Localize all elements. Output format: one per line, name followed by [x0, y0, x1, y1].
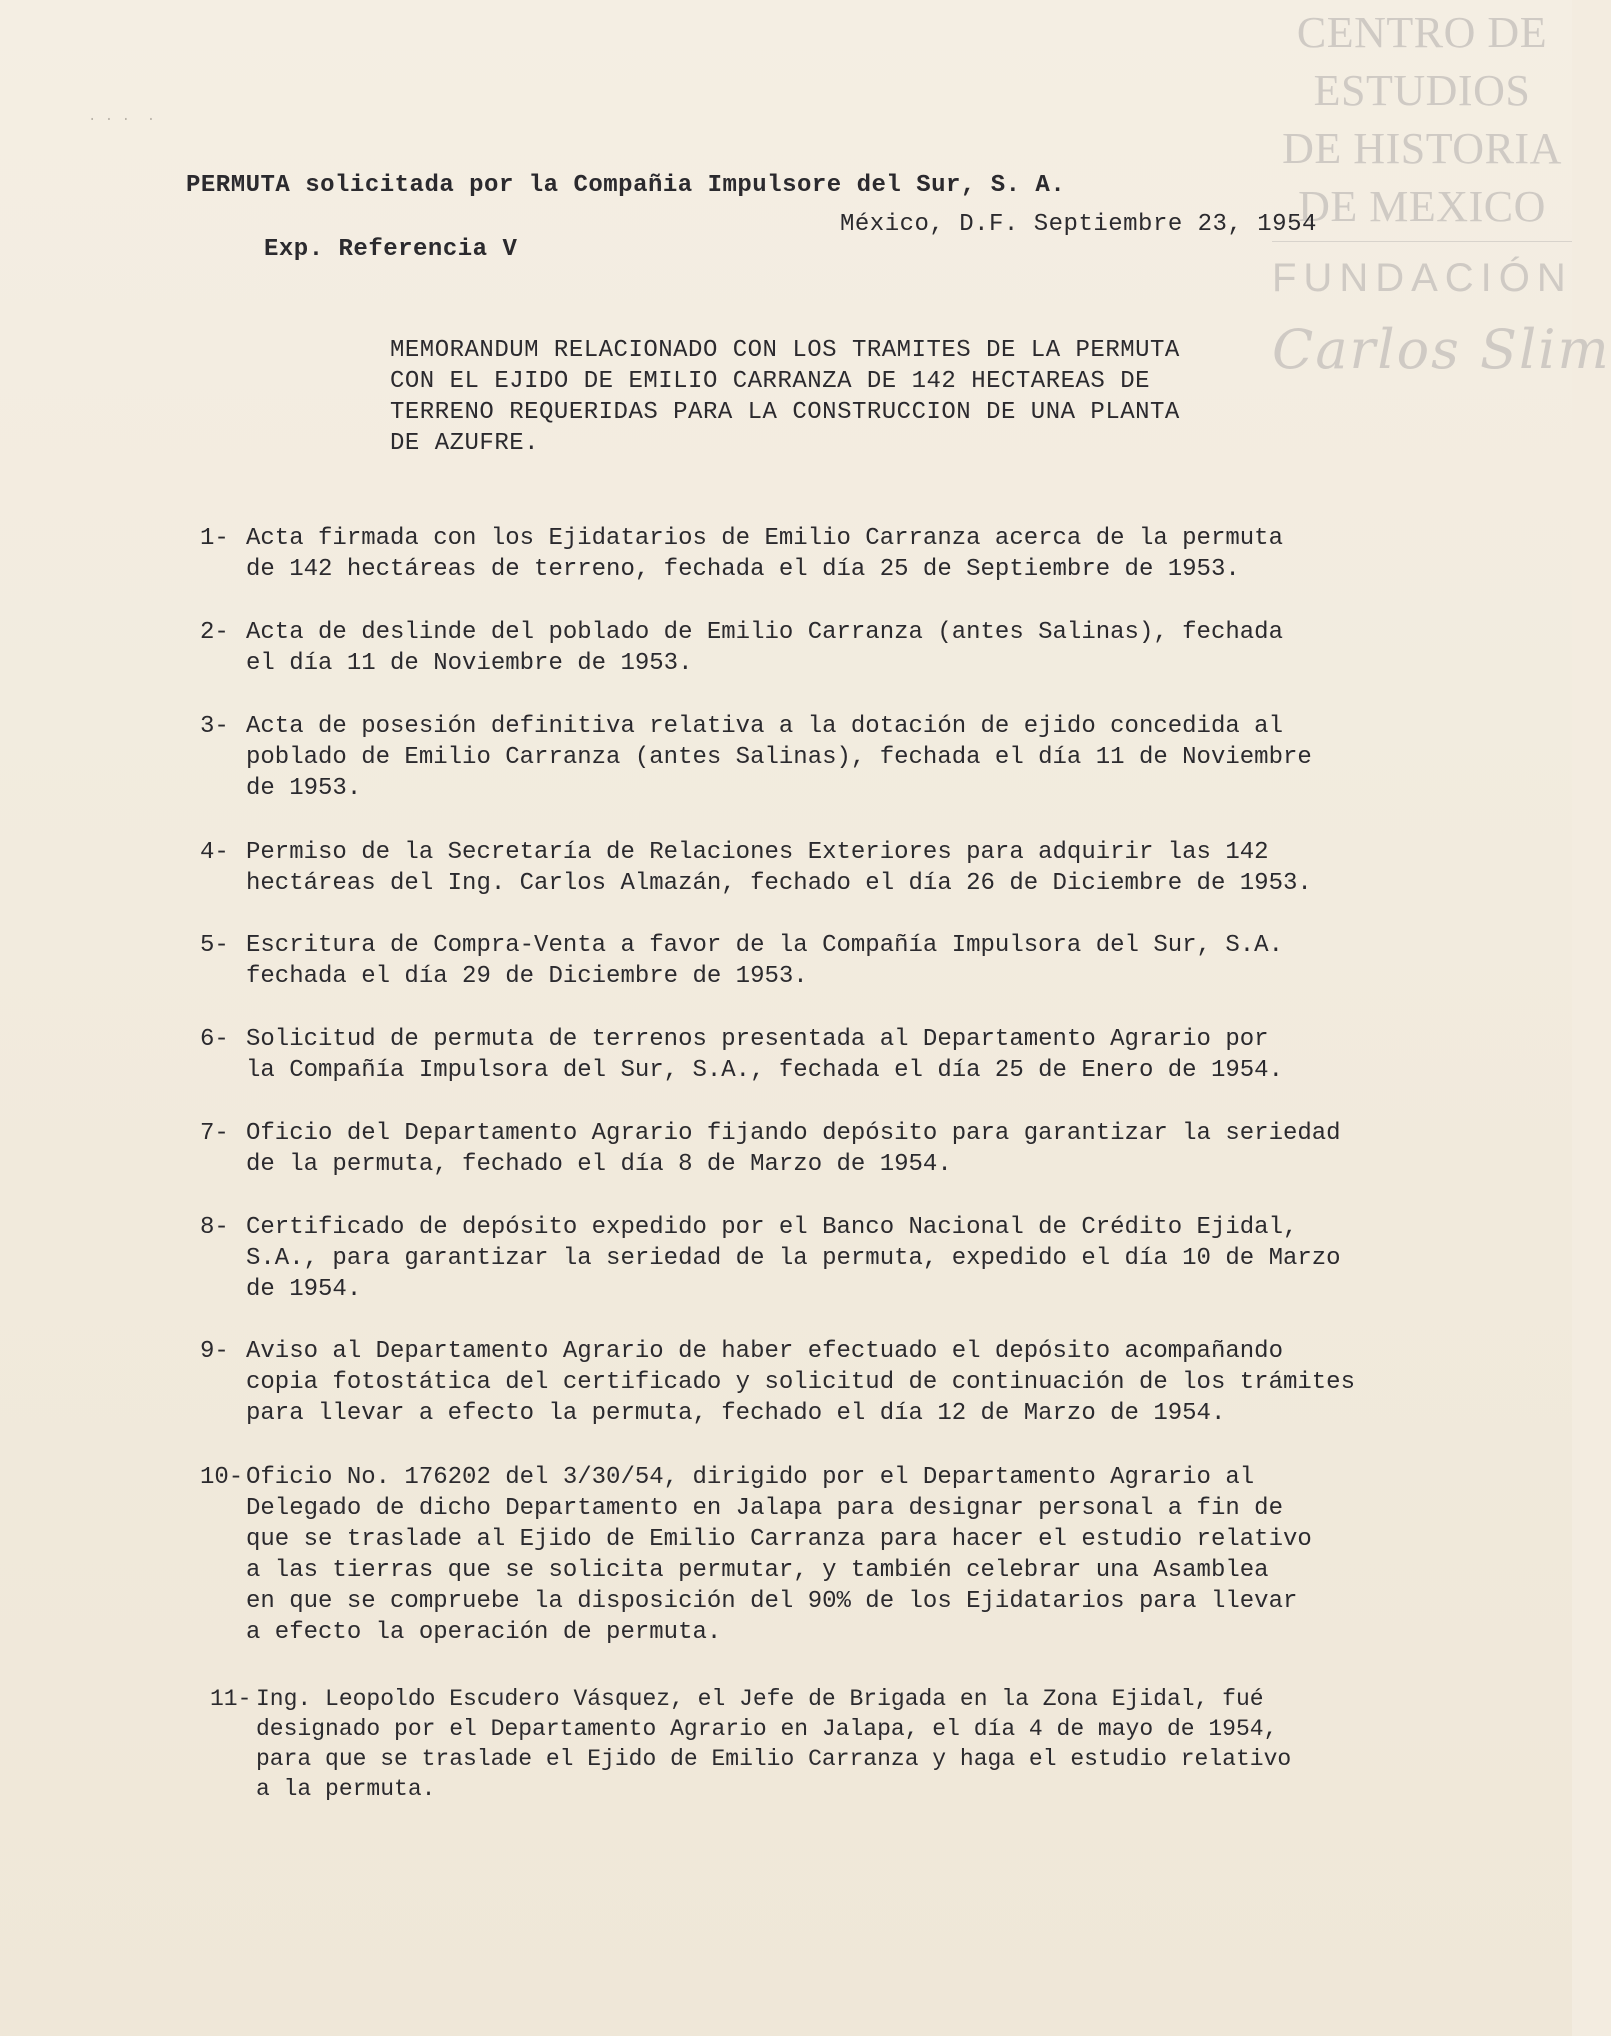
item-text-line: para llevar a efecto la permuta, fechado el día 12 de Marzo de 1954. — [246, 1400, 1226, 1427]
item-text-line: Aviso al Departamento Agrario de haber efectuado el depósito acompañando — [246, 1338, 1283, 1365]
item-number: 6- — [200, 1026, 229, 1053]
item-text-line: copia fotostática del certificado y solicitud de continuación de los trámites — [246, 1369, 1355, 1396]
item-text-line: Acta firmada con los Ejidatarios de Emilio Carranza acerca de la permuta — [246, 525, 1283, 552]
item-number: 1- — [200, 525, 229, 552]
watermark-signature: Carlos Slim — [1272, 318, 1611, 381]
item-number: 8- — [200, 1214, 229, 1241]
item-number: 10- — [200, 1464, 244, 1491]
item-text-line: a efecto la operación de permuta. — [246, 1619, 722, 1646]
memo-line-4: DE AZUFRE. — [390, 430, 540, 457]
watermark-line-4: DE MEXICO — [1298, 182, 1546, 231]
item-text-line: de la permuta, fechado el día 8 de Marzo de 1954. — [246, 1151, 952, 1178]
item-text-line: poblado de Emilio Carranza (antes Salinas), fechada el día 11 de Noviembre — [246, 744, 1312, 771]
item-number: 2- — [200, 619, 229, 646]
item-text-line: de 1954. — [246, 1276, 362, 1303]
item-text-line: designado por el Departamento Agrario en Jalapa, el día 4 de mayo de 1954, — [256, 1716, 1278, 1742]
item-text-line: Solicitud de permuta de terrenos presentada al Departamento Agrario por — [246, 1026, 1269, 1053]
item-text-line: S.A., para garantizar la seriedad de la permuta, expedido el día 10 de Marzo — [246, 1245, 1341, 1272]
item-text-line: el día 11 de Noviembre de 1953. — [246, 650, 693, 677]
item-text-line: Permiso de la Secretaría de Relaciones Exteriores para adquirir las 142 — [246, 839, 1269, 866]
item-text-line: Acta de posesión definitiva relativa a la dotación de ejido concedida al — [246, 713, 1283, 740]
item-text-line: que se traslade al Ejido de Emilio Carranza para hacer el estudio relativo — [246, 1526, 1312, 1553]
item-text-line: la Compañía Impulsora del Sur, S.A., fechada el día 25 de Enero de 1954. — [246, 1057, 1283, 1084]
item-number: 9- — [200, 1338, 229, 1365]
item-number: 11- — [210, 1686, 252, 1712]
document-title: PERMUTA solicitada por la Compañia Impulsore del Sur, S. A. — [186, 172, 1066, 199]
item-number: 7- — [200, 1120, 229, 1147]
item-text-line: Oficio No. 176202 del 3/30/54, dirigido por el Departamento Agrario al — [246, 1464, 1255, 1491]
item-text-line: fechada el día 29 de Diciembre de 1953. — [246, 963, 808, 990]
watermark-line-2: ESTUDIOS — [1313, 66, 1531, 115]
memo-line-2: CON EL EJIDO DE EMILIO CARRANZA DE 142 HECTAREAS DE — [390, 368, 1151, 395]
item-text-line: a la permuta. — [256, 1776, 436, 1802]
watermark-line-5: FUNDACIÓN — [1272, 256, 1573, 300]
watermark-line-1: CENTRO DE — [1296, 8, 1548, 57]
item-text-line: a las tierras que se solicita permutar, y también celebrar una Asamblea — [246, 1557, 1269, 1584]
item-number: 4- — [200, 839, 229, 866]
item-text-line: Acta de deslinde del poblado de Emilio Carranza (antes Salinas), fechada — [246, 619, 1283, 646]
memo-line-1: MEMORANDUM RELACIONADO CON LOS TRAMITES DE LA PERMUTA — [390, 337, 1180, 364]
item-number: 5- — [200, 932, 229, 959]
item-text-line: de 1953. — [246, 775, 362, 802]
item-text-line: hectáreas del Ing. Carlos Almazán, fechado el día 26 de Diciembre de 1953. — [246, 870, 1312, 897]
place-date: México, D.F. Septiembre 23, 1954 — [840, 211, 1317, 238]
item-text-line: Delegado de dicho Departamento en Jalapa para designar personal a fin de — [246, 1495, 1283, 1522]
memo-line-3: TERRENO REQUERIDAS PARA LA CONSTRUCCION DE UNA PLANTA — [390, 399, 1180, 426]
stray-mark: · · · · — [88, 112, 156, 128]
item-text-line: Ing. Leopoldo Escudero Vásquez, el Jefe de Brigada en la Zona Ejidal, fué — [256, 1686, 1264, 1712]
reference: Exp. Referencia V — [264, 236, 518, 263]
item-text-line: Escritura de Compra-Venta a favor de la Compañía Impulsora del Sur, S.A. — [246, 932, 1283, 959]
item-number: 3- — [200, 713, 229, 740]
item-text-line: Certificado de depósito expedido por el Banco Nacional de Crédito Ejidal, — [246, 1214, 1298, 1241]
watermark-divider — [1272, 241, 1572, 242]
item-text-line: para que se traslade el Ejido de Emilio Carranza y haga el estudio relativo — [256, 1746, 1292, 1772]
item-text-line: en que se compruebe la disposición del 90% de los Ejidatarios para llevar — [246, 1588, 1298, 1615]
item-text-line: Oficio del Departamento Agrario fijando depósito para garantizar la seriedad — [246, 1120, 1341, 1147]
watermark-line-3: DE HISTORIA — [1282, 124, 1562, 173]
item-text-line: de 142 hectáreas de terreno, fechada el día 25 de Septiembre de 1953. — [246, 556, 1240, 583]
